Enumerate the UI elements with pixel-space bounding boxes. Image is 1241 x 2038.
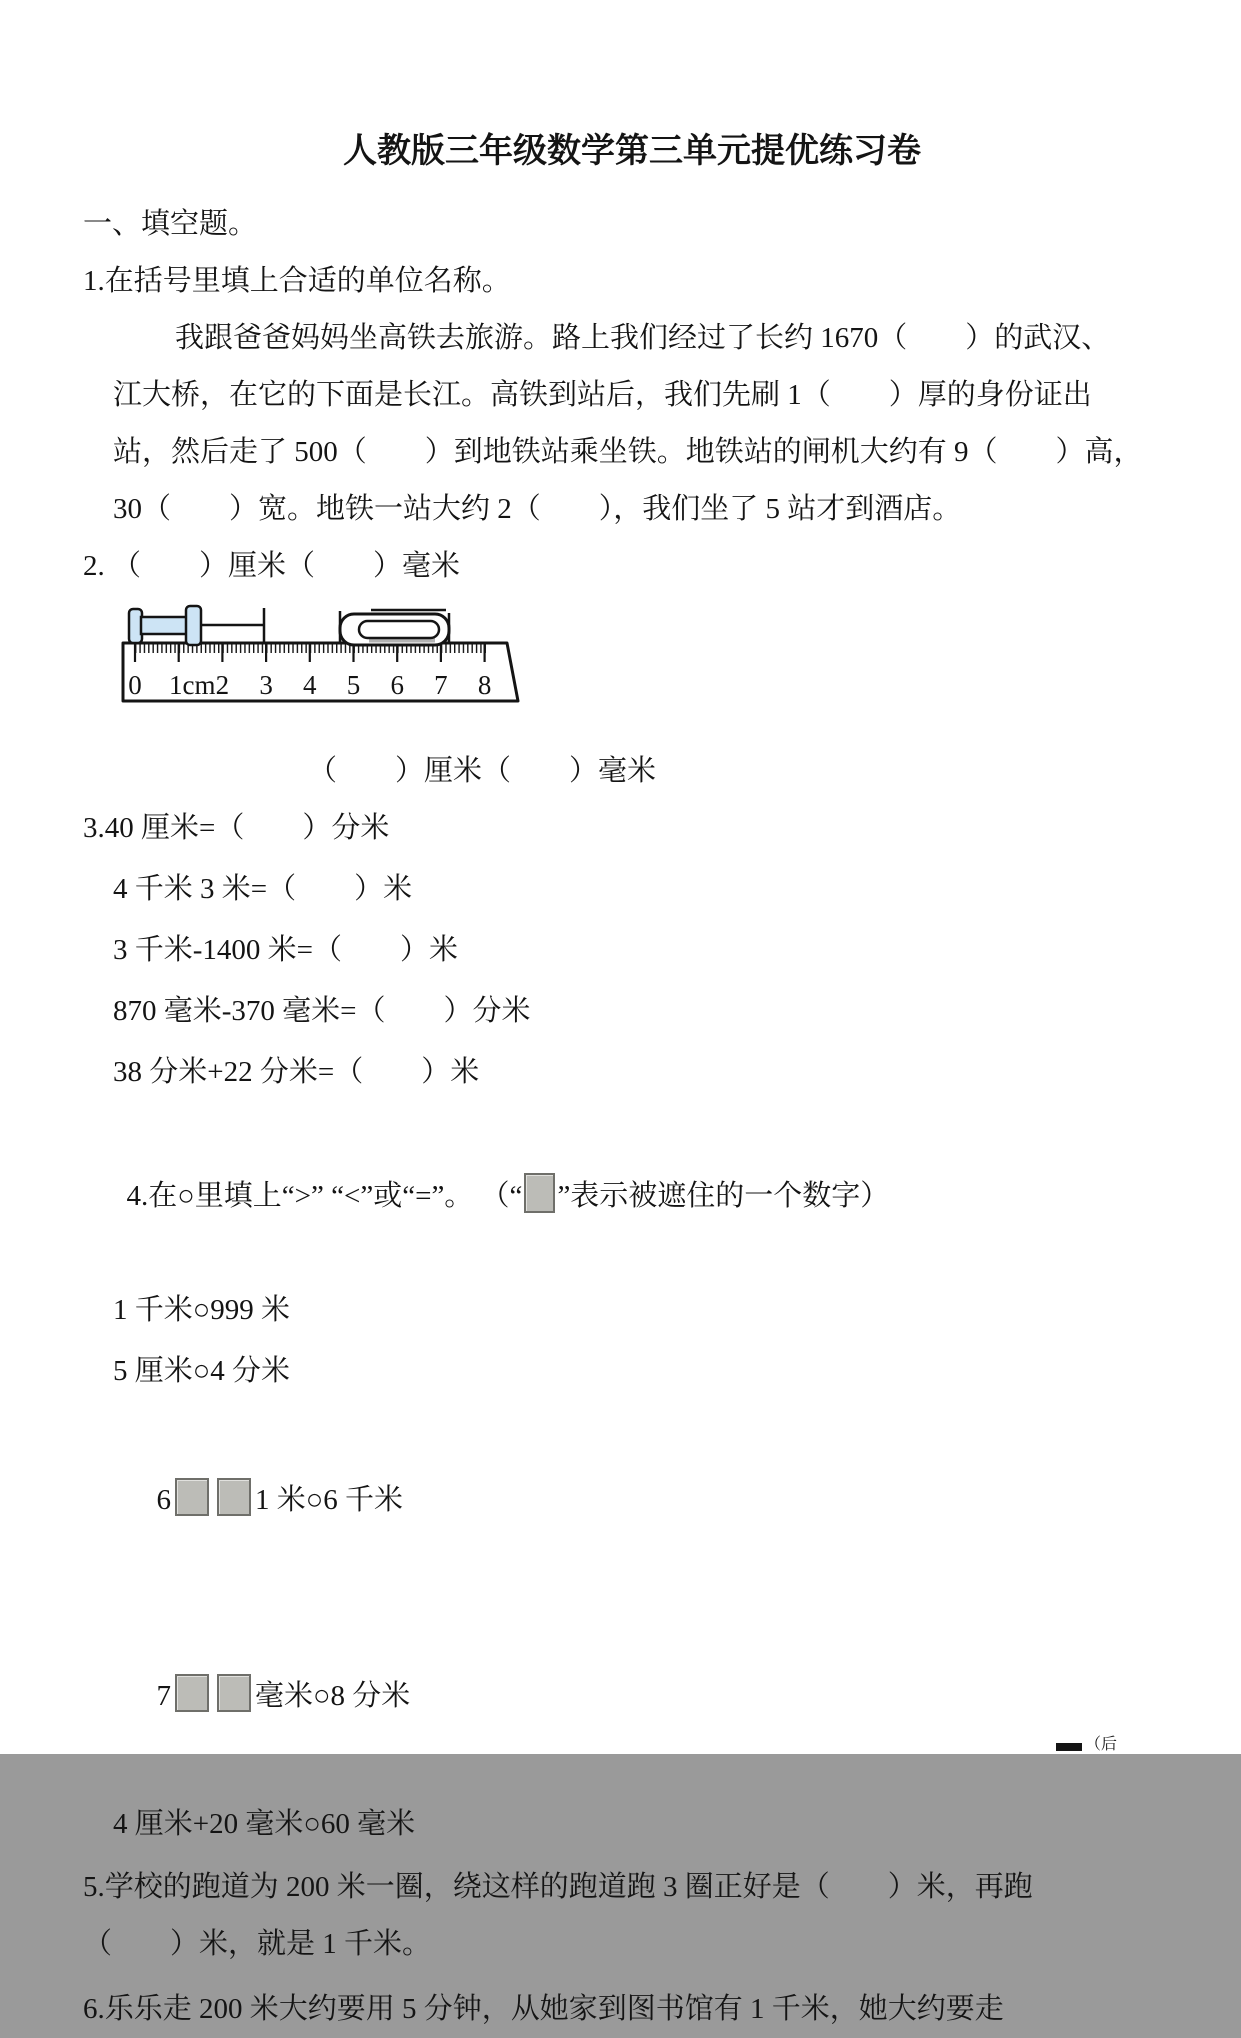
q6-stem: 6.乐乐走 200 米大约要用 5 分钟，从她家到图书馆有 1 千米，她大约要走 [83,1993,1004,2025]
q4-item-3 [113,1404,1181,1596]
page-title: 人教版三年级数学第三单元提优练习卷 [343,133,921,170]
q4-item-3-prefix: 6 [156,1484,171,1516]
section-one-heading: 一、填空题。 [83,208,258,240]
ruler-svg [113,601,533,713]
ruler-tick-labels [128,670,491,700]
covered-digit-box [175,1674,209,1712]
ruler-tick-label-7: 7 [434,670,448,700]
q3-line-5: 38 分米+22 分米=（ ）米 [113,1056,480,1088]
covered-digit-box [175,1478,209,1516]
q5-line-2: （ ）米，就是 1 千米。 [83,1928,432,1960]
q3-line-2: 4 千米 3 米=（ ）米 [113,873,413,905]
covered-digit-box [217,1478,251,1516]
q5-line-1: 5.学校的跑道为 200 米一圈，绕这样的跑道跑 3 圈正好是（ ）米，再跑 [83,1871,1033,1903]
q4-item-4-suffix: 毫米○8 分米 [255,1680,411,1712]
ruler-tick-label-3: 3 [259,670,273,700]
q1-line-2: 江大桥，在它的下面是长江。高铁到站后，我们先刷 1（ ）厚的身份证出 [113,379,1092,411]
q2-stem: 2. （ ）厘米（ ）毫米 [83,550,461,582]
q1-line-4: 30（ ）宽。地铁一站大约 2（ ），我们坐了 5 站才到酒店。 [113,493,962,525]
bottom-right-cutoff [1056,1735,1117,1755]
ruler-tick-label-8: 8 [477,670,492,700]
q3-line-4: 870 毫米-370 毫米=（ ）分米 [113,995,531,1027]
q4-item-2: 5 厘米○4 分米 [113,1355,291,1387]
push-pin-icon [129,606,264,645]
ruler-tick-label-4: 4 [303,670,317,700]
ruler-tick-label-2: 2 [215,670,230,700]
ruler-tick-label-1cm: 1cm [169,670,216,700]
cutoff-text: （后 [1085,1736,1118,1753]
ruler-measurement-caption: （ ）厘米（ ）毫米 [308,755,657,787]
q1-stem: 1.在括号里填上合适的单位名称。 [83,265,511,297]
q4-stem [83,1111,1181,1282]
covered-digit-box [524,1173,555,1213]
covered-digit-box [217,1674,251,1712]
q4-item-5: 4 厘米+20 毫米○60 毫米 [113,1808,416,1840]
ruler-tick-label-5: 5 [346,670,361,700]
q3-line-3: 3 千米-1400 米=（ ）米 [113,934,459,966]
q4-stem-before-box: 4.在○里填上“>” “<”或“=”。 （“ [126,1180,523,1212]
ruler-tick-label-6: 6 [390,670,404,700]
q1-line-1: 我跟爸爸妈妈坐高铁去旅游。路上我们经过了长约 1670（ ）的武汉、 [175,322,1111,354]
q1-line-3: 站，然后走了 500（ ）到地铁站乘坐铁。地铁站的闸机大约有 9（ ）高， [113,436,1143,468]
q3-line-1: 3.40 厘米=（ ）分米 [83,812,390,844]
ruler-tick-label-0: 0 [128,670,142,700]
q4-item-3-suffix: 1 米○6 千米 [255,1484,404,1516]
cutoff-bar [1056,1743,1082,1751]
ruler-figure [113,601,1181,713]
q4-stem-after-box: ”表示被遮住的一个数字） [557,1180,890,1212]
paper-clip-icon [340,610,449,645]
q4-item-4 [113,1600,1181,1792]
q4-item-1: 1 千米○999 米 [113,1294,291,1326]
q4-item-4-prefix: 7 [156,1680,171,1712]
